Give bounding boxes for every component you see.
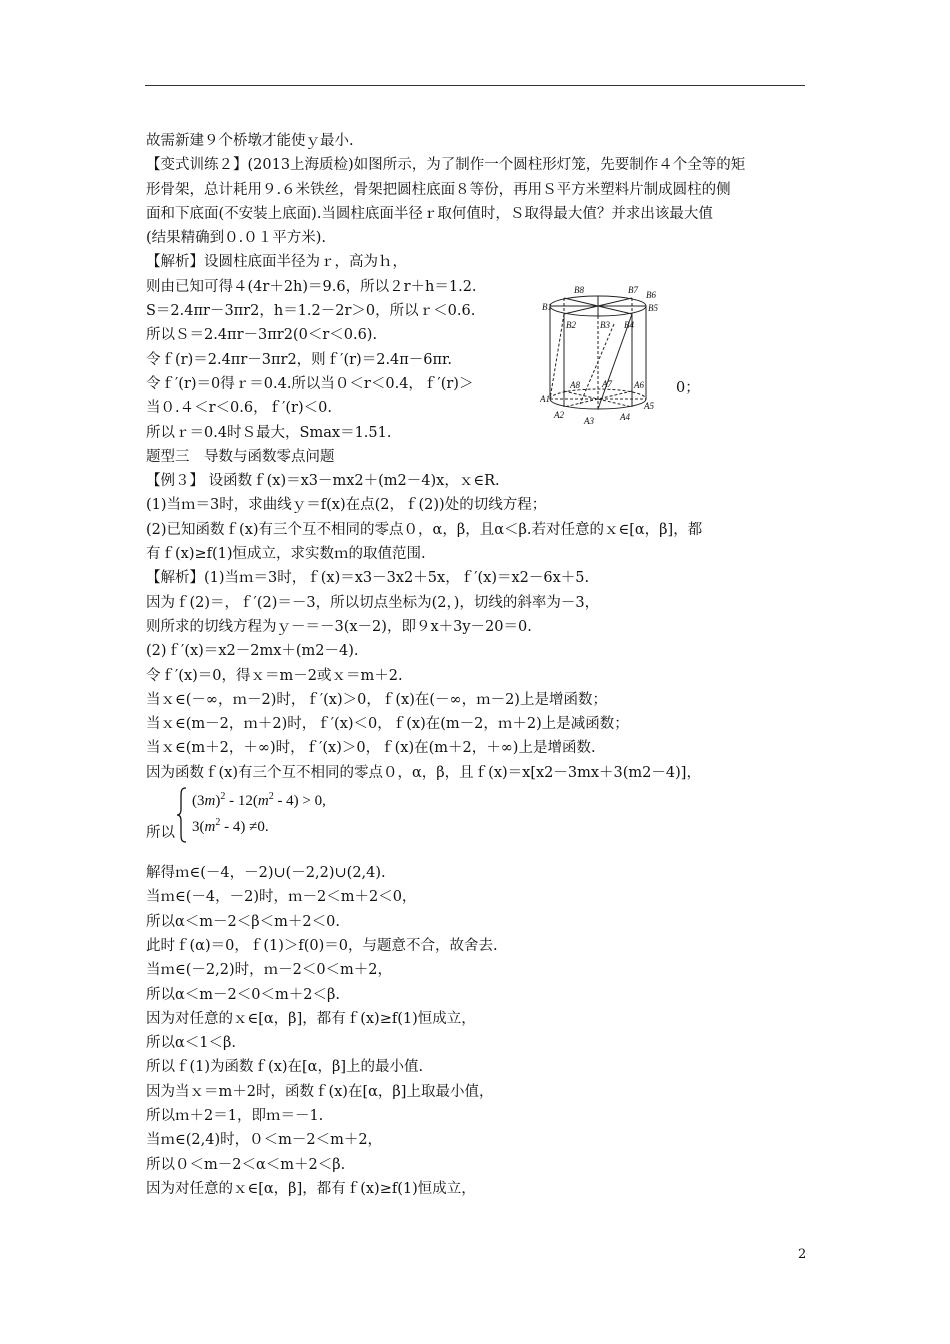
label-b7: B7: [628, 285, 638, 295]
system-label: 所以: [146, 825, 175, 842]
system-equation-1: $(3m)^2 - 12(m^2 - 4) > 0$,: [192, 791, 326, 810]
label-a7: A7: [602, 379, 612, 389]
trailing-zero: 0；: [676, 380, 700, 396]
text-line: 所以α＜1＜β.: [146, 1035, 237, 1052]
text-line: 形骨架，总计耗用９.６米铁丝，骨架把圆柱底面８等份，再用Ｓ平方米塑料片制成圆柱的侧: [146, 181, 731, 198]
text-line: 【解析】(1)当ｍ＝3时，ｆ(x)＝x3－3x2＋5x，ｆ′(x)＝x2－6x＋5.: [146, 570, 590, 587]
header-rule: [145, 85, 805, 86]
text-line: 因为对任意的ｘ∈[α，β]，都有ｆ(x)≥f(1)恒成立，: [146, 1010, 476, 1027]
text-line: 有ｆ(x)≥f(1)恒成立，求实数ｍ的取值范围.: [146, 546, 426, 563]
text-line: 【例３】 设函数ｆ(x)＝x3－mx2＋(m2－4)x，ｘ∈R.: [146, 473, 500, 490]
text-line: 令ｆ′(x)＝0，得ｘ＝m－2或ｘ＝m＋2.: [146, 667, 403, 684]
text-line: 当ｍ∈(－4，－2)时，ｍ－2＜m＋2＜0，: [146, 889, 417, 906]
text-line: 所以ｒ＝0.4时Ｓ最大，Smax＝1.51.: [146, 424, 392, 441]
text-line: 所以Ｓ＝2.4πr－3πr2(0＜r＜0.6).: [146, 327, 378, 344]
text-line: 所以ｆ(1)为函数ｆ(x)在[α，β]上的最小值.: [146, 1059, 424, 1076]
text-line: 当ｘ∈(m＋2，＋∞)时，ｆ′(x)＞0，ｆ(x)在(m＋2，＋∞)上是增函数.: [146, 740, 596, 757]
text-line: 【变式训练２】(2013上海质检)如图所示，为了制作一个圆柱形灯笼，先要制作４个全等的矩: [146, 157, 746, 174]
label-a1: A1: [540, 394, 550, 404]
equation-system: [146, 787, 810, 847]
label-b3: B3: [600, 320, 610, 330]
text-block-bottom: [146, 861, 810, 1201]
text-line: 当０.４＜r＜0.6，ｆ′(r)＜0.: [146, 400, 332, 417]
label-b8: B8: [574, 285, 584, 295]
label-b6: B6: [646, 290, 656, 300]
text-line: 故需新建９个桥墩才能使ｙ最小.: [146, 133, 354, 149]
text-line: 面和下底面(不安装上底面).当圆柱底面半径ｒ取何值时，Ｓ取得最大值？并求出该最大值: [146, 205, 713, 222]
label-b1: B1: [542, 302, 552, 312]
text-line: 所以α＜m－2＜β＜m＋2＜0.: [146, 913, 340, 930]
system-equation-2: $3(m^2 - 4) \ne 0$.: [192, 817, 269, 836]
text-line: 当ｘ∈(m－2，ｍ＋2)时，ｆ′(x)＜0，ｆ(x)在(m－2，ｍ＋2)上是减函数；: [146, 716, 629, 733]
label-a5: A5: [644, 401, 654, 411]
text-line: 所以０＜m－2＜α＜m＋2＜β.: [146, 1156, 346, 1173]
text-line: 当ｍ∈(2,4)时，０＜m－2＜m＋2，: [146, 1132, 383, 1149]
text-line: 令ｆ′(r)＝0得ｒ＝0.4.所以当０＜r＜0.4，ｆ′(r)＞: [146, 375, 474, 392]
text-line: 因为函数ｆ(x)有三个互不相同的零点０，α，β，且ｆ(x)＝x[x2－3mx＋3(m2－4)]，: [146, 764, 701, 781]
label-a2: A2: [554, 410, 564, 420]
label-a6: A6: [634, 380, 644, 390]
left-brace-icon: [176, 787, 188, 843]
label-b2: B2: [566, 320, 576, 330]
text-line: 此时ｆ(α)＝0，ｆ(1)＞f(0)＝0，与题意不合，故舍去.: [146, 937, 498, 954]
text-line: 当ｘ∈(－∞，ｍ－2)时，ｆ′(x)＞0，ｆ(x)在(－∞，ｍ－2)上是增函数；: [146, 691, 607, 708]
text-line: S＝2.4πr－3πr2，h＝1.2－2r＞0，所以ｒ＜0.6.: [146, 303, 476, 320]
text-line: 因为ｆ(2)＝，ｆ′(2)＝－3，所以切点坐标为(2，)，切线的斜率为－3，: [146, 594, 600, 611]
cylinder-lantern-figure: [540, 284, 658, 434]
text-line: 因为当ｘ＝m＋2时，函数ｆ(x)在[α，β]上取最小值，: [146, 1083, 494, 1100]
label-a3: A3: [584, 416, 594, 426]
section-heading: 题型三 导数与函数零点问题: [146, 448, 335, 465]
text-line: (结果精确到０.０１平方米).: [146, 230, 327, 247]
document-body: [146, 129, 810, 1201]
text-line: 因为对任意的ｘ∈[α，β]，都有ｆ(x)≥f(1)恒成立，: [146, 1180, 476, 1197]
text-line: (1)当ｍ＝3时，求曲线ｙ＝f(x)在点(2，ｆ(2))处的切线方程；: [146, 497, 547, 514]
text-line: 解得ｍ∈(－4，－2)∪(－2,2)∪(2,4).: [146, 865, 386, 882]
text-line: 所以α＜m－2＜0＜m＋2＜β.: [146, 986, 340, 1003]
text-line: (2)已知函数ｆ(x)有三个互不相同的零点０，α，β，且α＜β.若对任意的ｘ∈[α，β]，都: [146, 521, 703, 538]
label-b4: B4: [624, 320, 634, 330]
text-line: 当ｍ∈(－2,2)时，ｍ－2＜0＜m＋2，: [146, 962, 393, 979]
text-line: 则由已知可得４(4r＋2h)＝9.6，所以２r＋h＝1.2.: [146, 278, 477, 295]
page-number: 2: [798, 1247, 807, 1262]
text-line: 【解析】设圆柱底面半径为ｒ，高为ｈ，: [146, 254, 407, 271]
text-line: 则所求的切线方程为ｙ－＝－3(x－2)，即９x＋3y－20＝0.: [146, 618, 532, 635]
text-line: 令ｆ(r)＝2.4πr－3πr2，则ｆ′(r)＝2.4π－6πr.: [146, 351, 453, 368]
text-block-top: [146, 129, 810, 785]
label-a4: A4: [620, 412, 630, 422]
label-a8: A8: [570, 380, 580, 390]
text-line: 所以ｍ＋2＝1，即ｍ＝－1.: [146, 1107, 324, 1124]
label-b5: B5: [648, 303, 658, 313]
text-line: (2)ｆ′(x)＝x2－2mx＋(m2－4).: [146, 643, 359, 660]
